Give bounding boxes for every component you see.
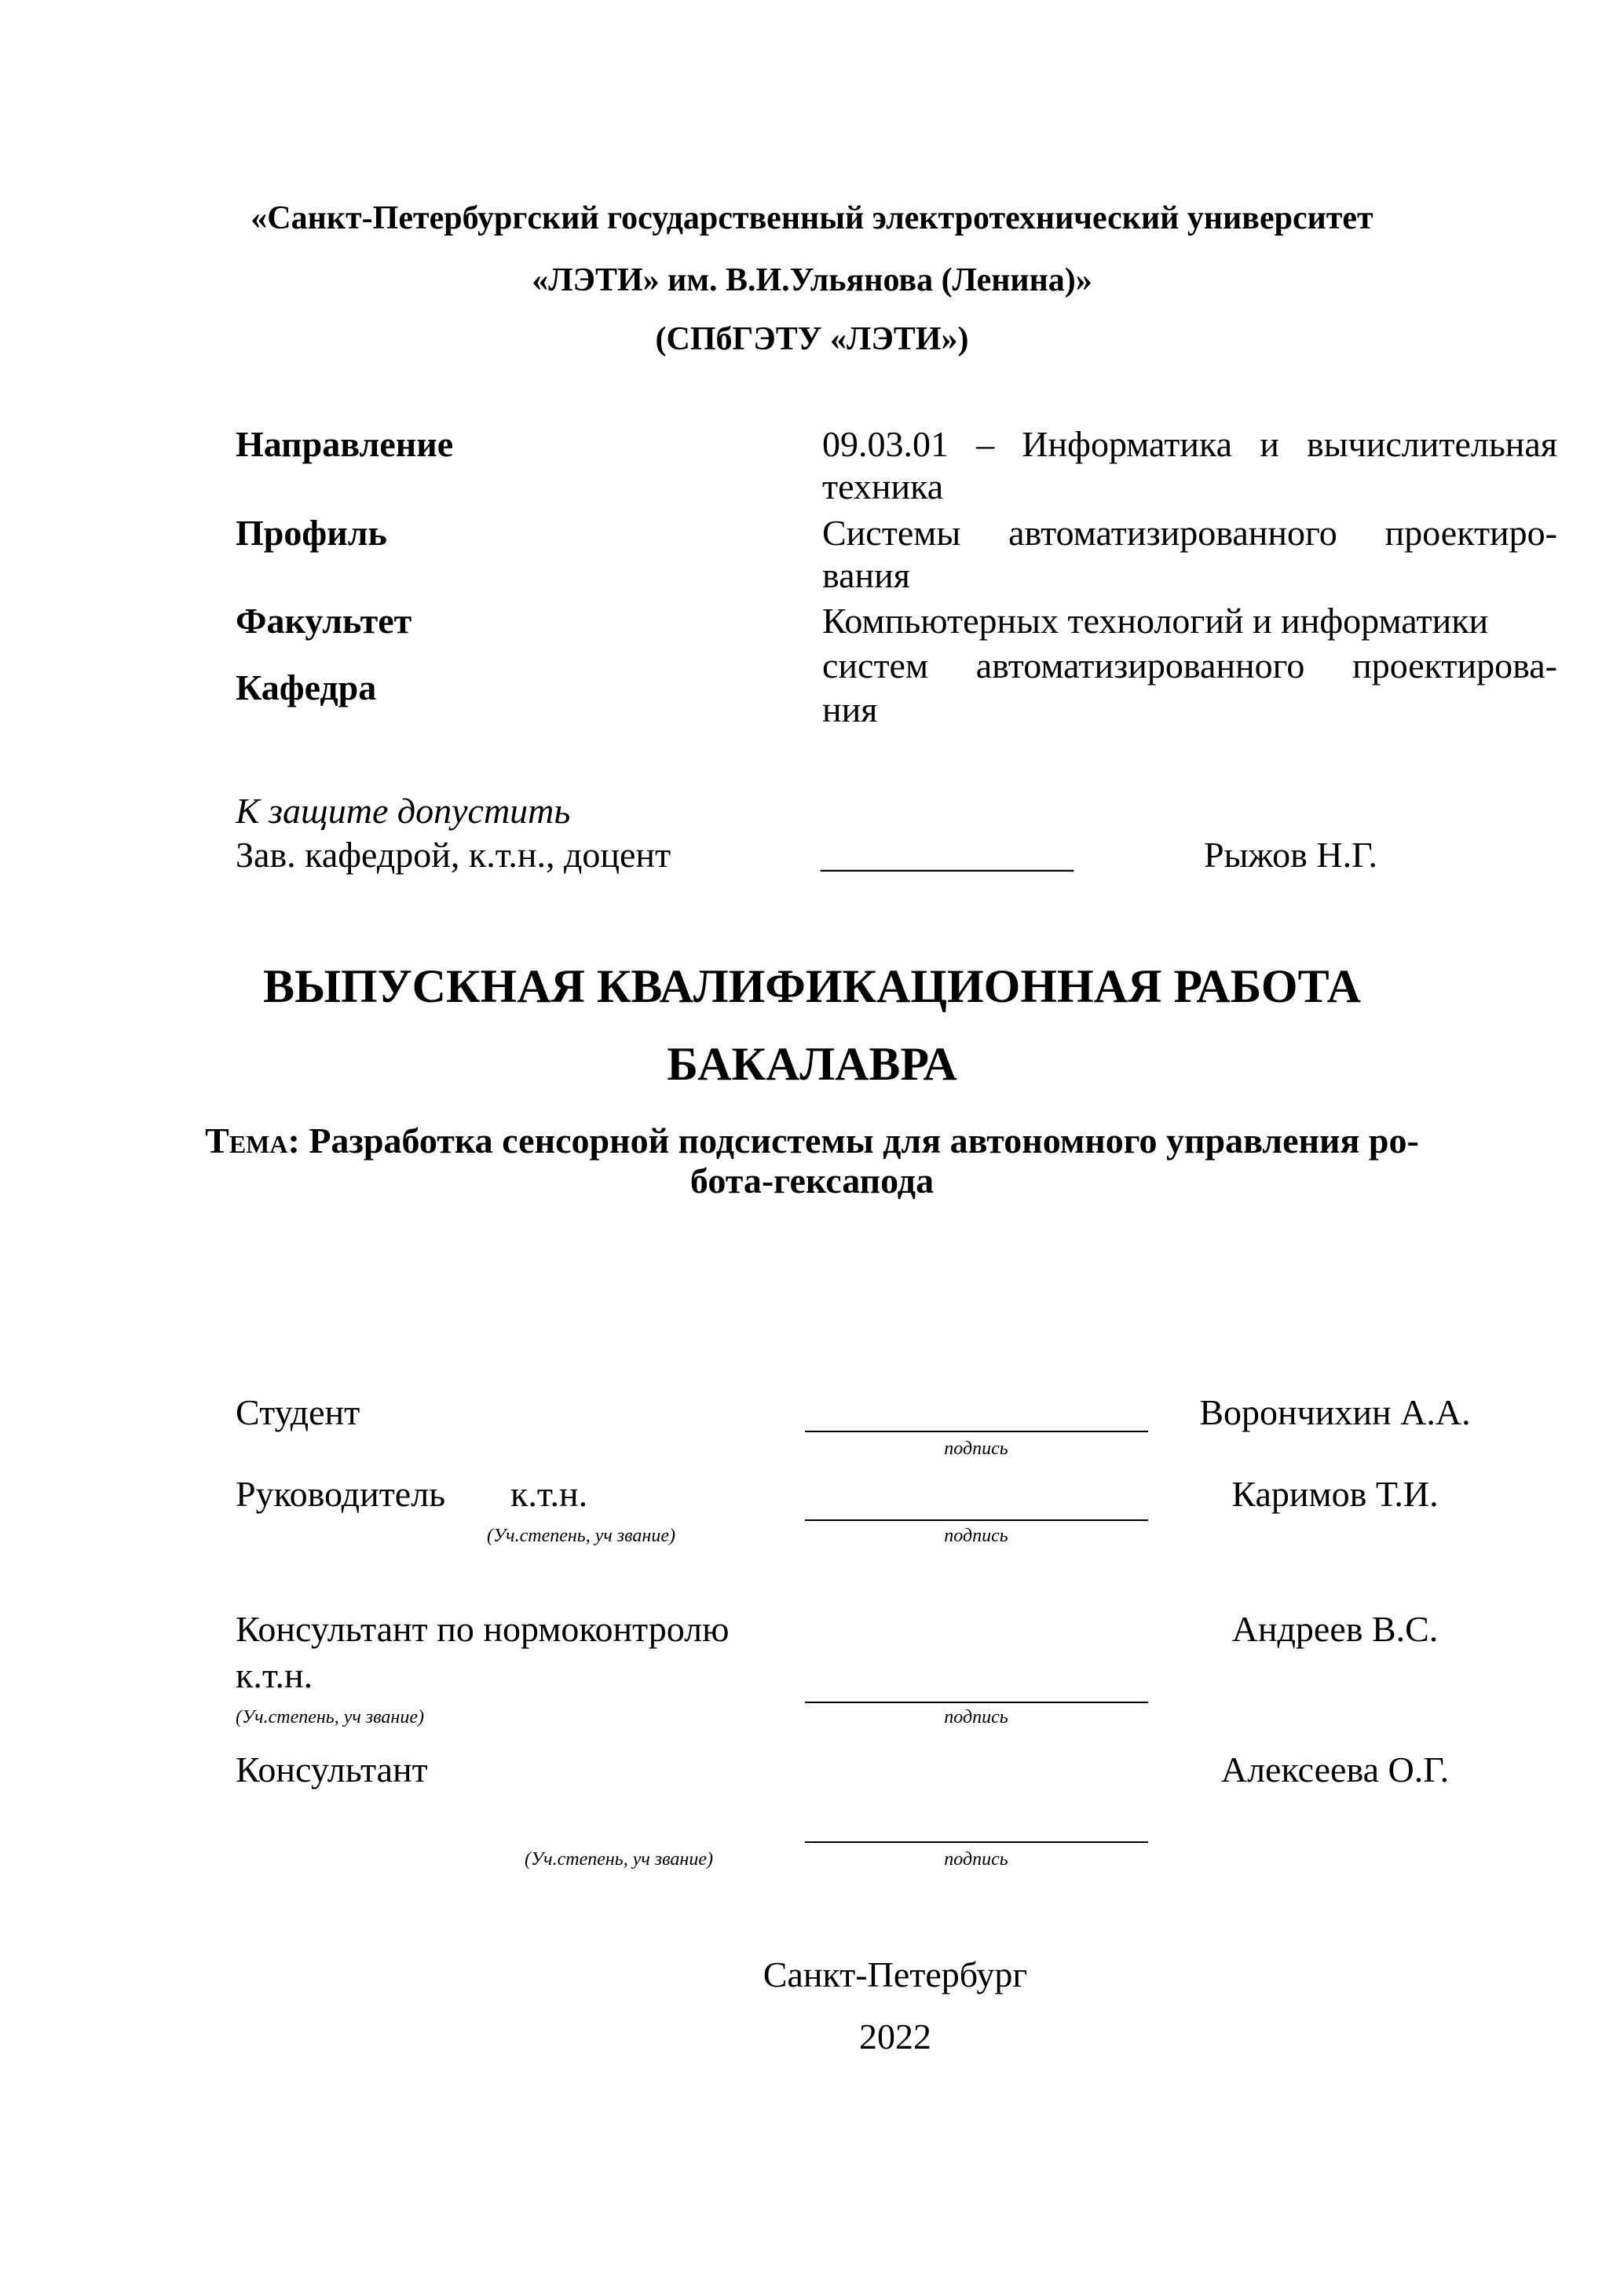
norm-consultant-degree-hint: (Уч.степень, уч звание) bbox=[236, 1707, 424, 1727]
admission-role: Зав. кафедрой, к.т.н., доцент bbox=[236, 835, 671, 875]
admission-name: Рыжов Н.Г. bbox=[1204, 835, 1377, 875]
footer-city: Санкт-Петербург bbox=[763, 1954, 1028, 1994]
student-name: Ворончихин А.А. bbox=[1199, 1392, 1471, 1432]
supervisor-name: Каримов Т.И. bbox=[1231, 1474, 1439, 1514]
supervisor-signature-line bbox=[805, 1519, 1148, 1521]
info-label-faculty: Факультет bbox=[236, 601, 412, 641]
student-role: Студент bbox=[236, 1392, 360, 1432]
norm-consultant-name: Андреев В.С. bbox=[1231, 1609, 1439, 1649]
norm-consultant-role: Консультант по нормоконтролю bbox=[236, 1609, 730, 1649]
title-line2: БАКАЛАВРА bbox=[667, 1038, 957, 1090]
info-value-profile: Системы автоматизированного проектиро- bbox=[822, 513, 1557, 553]
info-value-department-cont: ния bbox=[822, 689, 878, 729]
info-value-direction: 09.03.01 – Информатика и вычислительная bbox=[822, 424, 1557, 464]
supervisor-role: Руководитель bbox=[236, 1474, 446, 1514]
info-value-faculty: Компьютерных технологий и информатики bbox=[822, 601, 1489, 641]
student-signature-line bbox=[805, 1431, 1148, 1432]
university-name-line1: «Санкт-Петербургский государственный электротехнический университет bbox=[251, 200, 1373, 236]
admission-signature-blank: ______________ bbox=[821, 835, 1074, 875]
university-abbreviation: (СПбГЭТУ «ЛЭТИ») bbox=[655, 321, 969, 357]
info-value-department: систем автоматизированного проектирова- bbox=[822, 645, 1557, 686]
topic-line2: бота-гексапода bbox=[689, 1161, 935, 1201]
info-value-profile-cont: вания bbox=[822, 555, 910, 595]
consultant-degree-hint: (Уч.степень, уч звание) bbox=[525, 1849, 713, 1870]
info-value-direction-cont: техника bbox=[822, 466, 944, 506]
info-label-profile: Профиль bbox=[236, 513, 387, 553]
supervisor-degree: к.т.н. bbox=[510, 1474, 588, 1514]
consultant-signature-line bbox=[805, 1841, 1148, 1843]
consultant-name: Алексеева О.Г. bbox=[1220, 1749, 1450, 1790]
admission-heading: К защите допустить bbox=[236, 791, 571, 831]
norm-consultant-degree: к.т.н. bbox=[236, 1655, 313, 1695]
supervisor-signature-hint: подпись bbox=[944, 1526, 1008, 1546]
university-name-line2: «ЛЭТИ» им. В.И.Ульянова (Ленина)» bbox=[532, 262, 1092, 298]
topic-line1 bbox=[0, 1123, 1624, 1159]
topic-text: Разработка сенсорной подсистемы для автономного управления ро- bbox=[299, 1121, 1419, 1161]
info-label-direction: Направление bbox=[236, 424, 454, 464]
footer-year: 2022 bbox=[859, 2016, 931, 2057]
student-signature-hint: подпись bbox=[944, 1439, 1008, 1459]
norm-consultant-signature-line bbox=[805, 1702, 1148, 1703]
supervisor-degree-hint: (Уч.степень, уч звание) bbox=[487, 1526, 675, 1546]
topic-label: Тема: bbox=[205, 1121, 300, 1161]
info-label-department: Кафедра bbox=[236, 667, 377, 707]
consultant-role: Консультант bbox=[236, 1749, 428, 1790]
title-line1: ВЫПУСКНАЯ КВАЛИФИКАЦИОННАЯ РАБОТА bbox=[263, 960, 1361, 1012]
norm-consultant-signature-hint: подпись bbox=[944, 1707, 1008, 1727]
consultant-signature-hint: подпись bbox=[944, 1849, 1008, 1870]
